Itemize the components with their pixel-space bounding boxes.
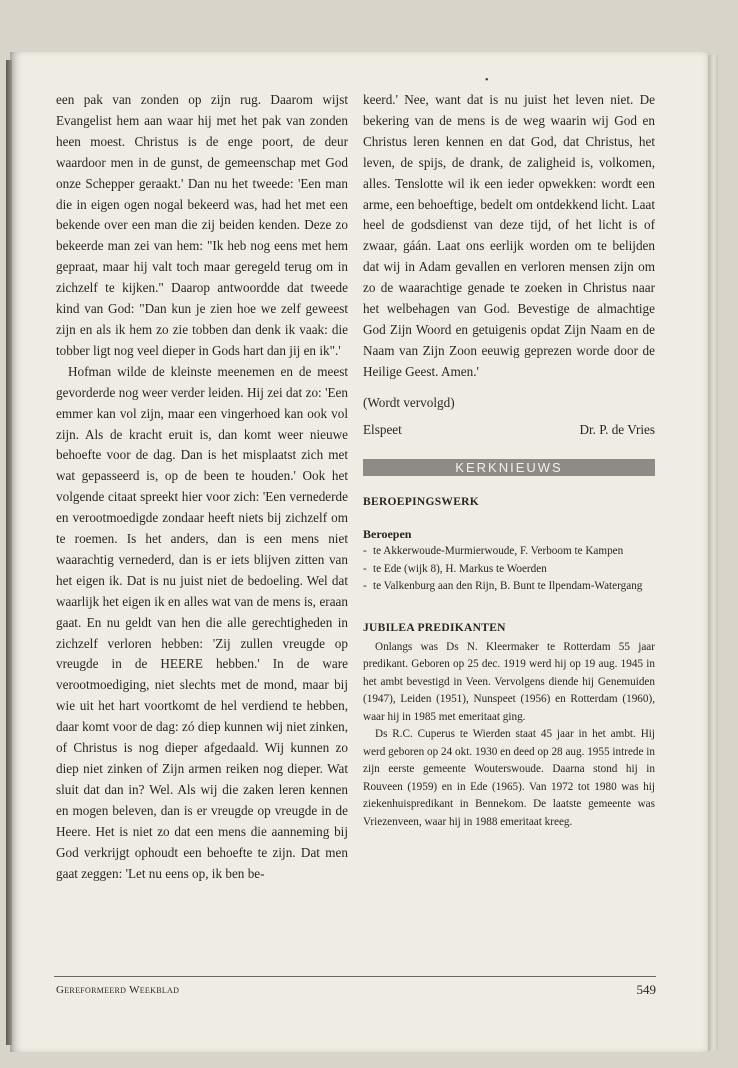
beroepen-heading: Beroepen	[363, 527, 412, 542]
kerknieuws-banner: KERKNIEUWS	[363, 459, 655, 476]
right-paragraph-1: keerd.' Nee, want dat is nu juist het leven niet. De bekering van de mens is de weg waarin wij God en Christus leren kennen en dat God, dat Christus, het leven, de spijs, de drank, de zaligheid is, volkomen, alles. Tenslotte wil ik een ieder opwekken: wordt een arme, een behoeftige, bedelt om ontdekkend licht. Laat heel de godsdienst van deze tijd, of het licht is of zwaar, gáán. Laat ons eerlijk worden om te belijden dat wij in Adam gevallen en verloren mensen zijn om zo de waarachtige genade te zoeken in Christus naar het welbehagen van God. Bevestige de almachtige God Zijn Woord en getuigenis opdat Zijn Naam en de Naam van Zijn Zoon eeuwig geprezen worde door de Heilige Geest. Amen.'	[363, 92, 655, 379]
jubilea-heading: JUBILEA PREDIKANTEN	[363, 621, 506, 634]
signature-place: Elspeet	[363, 421, 402, 437]
book-spine	[6, 60, 12, 1045]
list-item: - te Ede (wijk 8), H. Markus te Woerden	[363, 561, 655, 579]
page-number: 549	[636, 982, 656, 997]
page-edge	[708, 55, 718, 1050]
signature-author: Dr. P. de Vries	[579, 421, 655, 437]
beroepingswerk-heading: BEROEPINGSWERK	[363, 495, 480, 508]
left-paragraph-2: Hofman wilde de kleinste meenemen en de meest gevorderde nog weer verder leiden. Hij zei dat zo: 'Een emmer kan vol zijn, maar een vingerhoed kan ook vol zijn. Als de kracht eruit is, dan komt weer nieuwe behoefte voor de dag. Dan is het misplaatst zich met wat gepasseerd is, op de been te houden.' Ook het volgende citaat spreekt hier voor zich: 'Een vernederde en verootmoedigde zondaar heeft niets bij zichzelf om te roemen. Is het anders, dan is een mens niet waarachtig vernederd, dan is er iets blijven zitten van het eigen ik. Dat is nu juist niet de bedoeling. Wel dat waarlijk het eigen ik en alles wat van de mens is, eraan gaat. En nu geldt van hen die alle gerechtigheden in zichzelf verloren hebben: 'Zij zullen vreugde op vreugde in de HEERE hebben.' In de ware verootmoediging, niet slechts met de mond, maar bij wie uit het hart voortkomt de hel verdiend te hebben, daar komt voor de dag: zó diep kunnen wij niet zinken, of Christus is nog dieper afgedaald. Wij kunnen zo diep niet zinken of Zijn armen reiken nog dieper. Wat sluit dat dan in? Wel. Als wij die zaken leren kennen en mogen beleven, dan is er vreugde op vreugde in de Heere. Het is niet zo dat een mens die aanneming bij God verkrijgt ophoudt een behoefte te zijn. Dat men gaat zeggen: 'Let nu eens op, ik ben be-	[56, 363, 348, 881]
beroepen-list	[363, 543, 655, 596]
wordt-vervolgd: (Wordt vervolgd)	[363, 394, 455, 410]
footer-divider	[54, 976, 656, 977]
list-item: - te Valkenburg aan den Rijn, B. Bunt te Ilpendam-Watergang	[363, 578, 655, 596]
jubilea-paragraph-1: Onlangs was Ds N. Kleermaker te Rotterdam 55 jaar predikant. Geboren op 25 dec. 1919 werd hij op 19 aug. 1945 in het ambt bevestigd in Veen. Vervolgens diende hij Genemuiden (1947), Leiden (1951), Nunspeet (1956) en Rotterdam (1960), waar hij in 1985 met emeritaat ging.	[363, 640, 655, 723]
beroepen-section	[363, 526, 655, 596]
left-column	[56, 90, 348, 884]
jubilea-section	[363, 639, 655, 832]
publication-name: Gereformeerd Weekblad	[56, 984, 180, 996]
page-mark: •	[485, 75, 489, 86]
right-column	[363, 90, 655, 831]
list-item: - te Akkerwoude-Murmierwoude, F. Verboom te Kampen	[363, 543, 655, 561]
jubilea-paragraph-2: Ds R.C. Cuperus te Wierden staat 45 jaar in het ambt. Hij werd geboren op 24 okt. 1930 en deed op 28 aug. 1955 intrede in zijn eerste gemeente Wouterswoude. Daarna stond hij in Rouveen (1959) en in Ede (1965). Van 1972 tot 1980 was hij ziekenhuispredikant in Bennekom. De laatste gemeente was Vriezenveen, waar hij in 1988 emeritaat kreeg.	[363, 728, 655, 828]
signature-line	[363, 420, 655, 441]
left-paragraph-1: een pak van zonden op zijn rug. Daarom wijst Evangelist hem aan waar hij met het pak van zonden heen moest. Christus is de enge poort, de deur waardoor men in de gunst, de gemeenschap met God onze Schepper geraakt.' Dan nu het tweede: 'Een man die in eigen ogen nogal bekeerd was, had het met een bekende over een man die zij beiden kenden. Deze zo bekeerde man zei van hem: "Ik heb nog eens met hem gepraat, maar hij valt toch maar geregeld terug om in zichzelf te kijken." Daarop antwoordde dat tweede kind van God: "Dan kun je zien hoe we zelf geweest zijn en als ik hem zo zie tobben dan denk ik vaak: die tobber ligt nog veel dieper in Gods hart dan jij en ik".'	[56, 92, 348, 358]
